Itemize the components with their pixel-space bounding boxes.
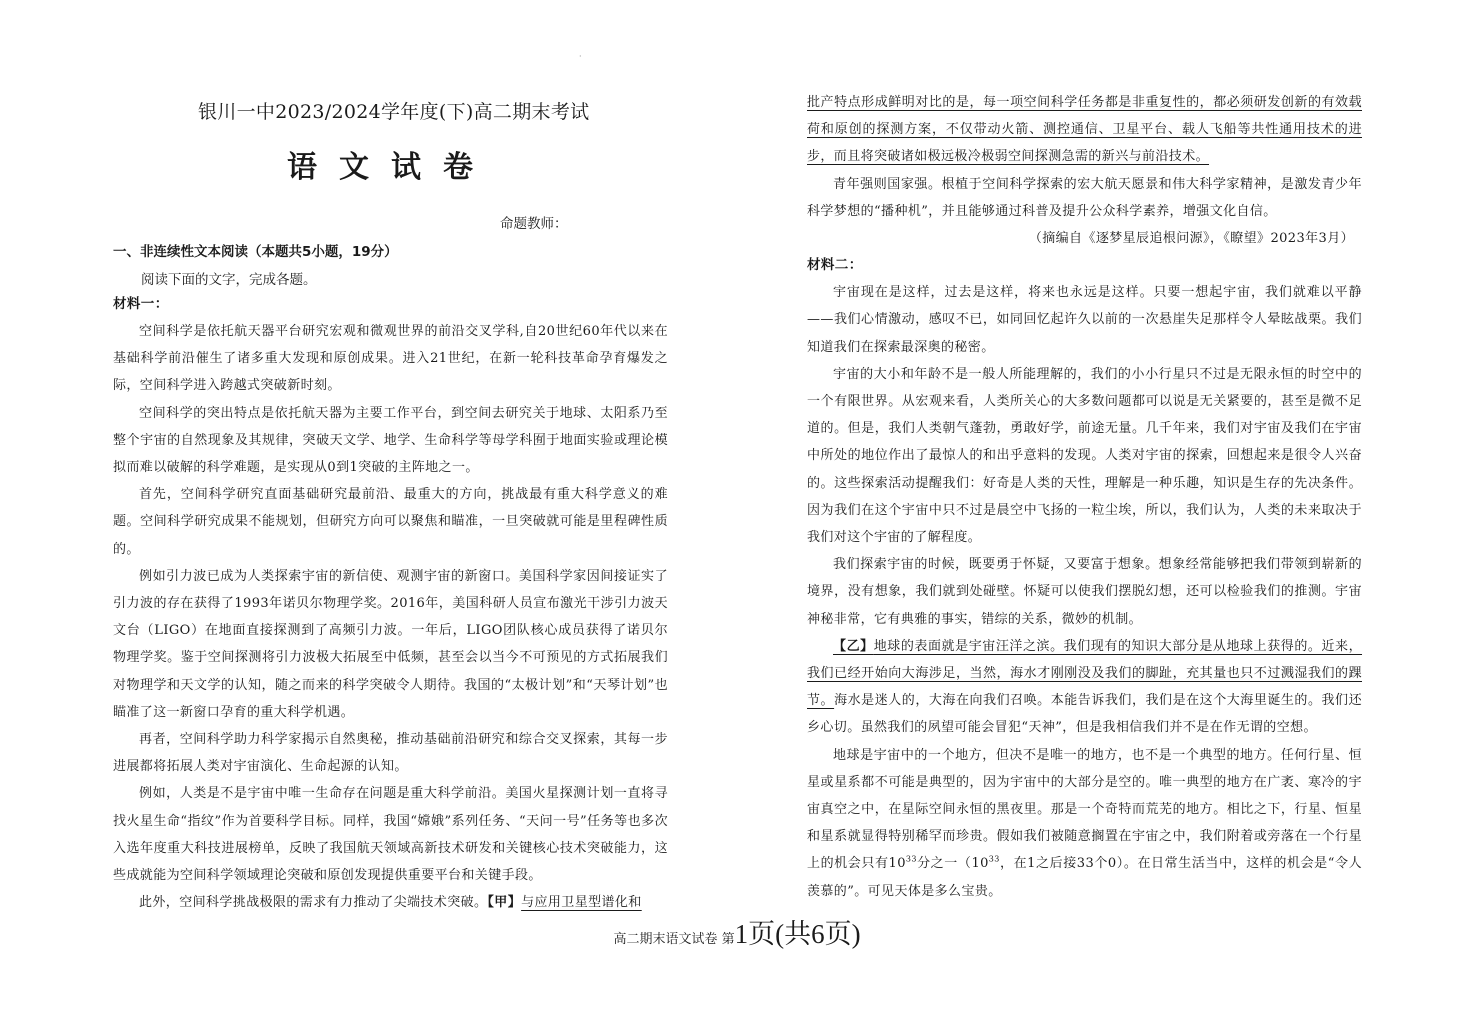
source-citation: （摘编自《逐梦星辰追根问源》，《瞭望》2023年3月）: [1028, 231, 1354, 247]
exponent: 33: [905, 855, 917, 865]
material2-paragraph: 宇宙现在是这样，过去是这样，将来也永远是这样。只要一想起宇宙，我们就难以平静——我们心情激动，感叹不已，如同回忆起许久以前的一次悬崖失足那样令人晕眩战栗。我们知道我们在探索最深奥的秘密。: [807, 285, 1362, 355]
paragraph-text: 地球是宇宙中的一个地方，但决不是唯一的地方，也不是一个典型的地方。任何行星、恒星或星系都不可能是典型的，因为宇宙中的大部分是空的。唯一典型的地方在广袤、寒冷的宇宙真空之中，在星际空间永恒的黑夜里。那是一个奇特而荒芜的地方。相比之下，行星、恒星和星系就显得特别稀罕而珍贵。假如我们被随意搁置在宇宙之中，我们附着或旁落在一个行星上的机会只有10: [807, 747, 1362, 872]
underlined-passage-jia-cont: 批产特点形成鲜明对比的是，每一项空间科学任务都是非重复性的，都必须研发创新的有效载荷和原创的探测方案，不仅带动火箭、测控通信、卫星平台、载人飞船等共性通用技术的进步，而且将突破诸如极远极冷极弱空间探测急需的新兴与前沿技术。: [807, 95, 1362, 165]
footer-label: 高二期末语文试卷 第: [613, 932, 735, 947]
marker-jia: 【甲】: [487, 895, 522, 911]
paragraph-text: 分之一（10: [916, 856, 989, 872]
continued-paragraph: [807, 89, 1362, 171]
material1-paragraph: 首先，空间科学研究直面基础研究最前沿、最重大的方向，挑战最有重大科学意义的难题。空间科学研究成果不能规划，但研究方向可以聚焦和瞄准，一旦突破就可能是里程碑性质的。: [113, 487, 668, 557]
material1-paragraph: 例如，人类是不是宇宙中唯一生命存在问题是重大科学前沿。美国火星探测计划一直将寻找火星生命“指纹”作为首要科学目标。同样，我国“嫦娥”系列任务、“天问一号”任务等也多次入选年度重大科技进展榜单，反映了我国航天领域高新技术研发和关键核心技术突破能力，这些成就能为空间科学领域理论突破和原创发现提供重要平台和关键手段。: [113, 786, 668, 884]
material1-paragraph: 青年强则国家强。根植于空间科学探索的宏大航天愿景和伟大科学家精神，是激发青少年科学梦想的“播种机”，并且能够通过科普及提升公众科学素养，增强文化自信。: [807, 176, 1362, 219]
exam-title: 银川一中2023/2024学年度(下)高二期末考试: [198, 101, 590, 123]
underlined-passage-yi: 地球的表面就是宇宙汪洋之滨。我们现有的知识大部分是从地球上获得的。近来，我们已经开始向大海涉足，当然，海水才刚刚没及我们的脚趾，充其量也只不过溅湿我们的踝节。: [807, 638, 1363, 709]
material2-paragraph: [807, 633, 1362, 742]
left-column: [113, 291, 668, 916]
page-footer: [0, 912, 1474, 951]
exponent: 33: [988, 855, 1000, 865]
material1-paragraph: 例如引力波已成为人类探索宇宙的新信使、观测宇宙的新窗口。美国科学家因间接证实了引力波的存在获得了1993年诺贝尔物理学奖。2016年，美国科研人员宣布激光干涉引力波天文台（LIGO）在地面直接探测到了高频引力波。一年后，LIGO团队核心成员获得了诺贝尔物理学奖。鉴于空间探测将引力波极大拓展至中低频，甚至会以当今不可预见的方式拓展我们对物理学和天文学的认知，随之而来的科学突破令人期待。我国的“太极计划”和“天琴计划”也瞄准了这一新窗口孕育的重大科学机遇。: [113, 568, 668, 720]
page-number: 1页(共6页): [734, 919, 861, 949]
material2-label: 材料二：: [807, 257, 863, 274]
material1-label: 材料一：: [113, 296, 169, 312]
material1-paragraph: 空间科学的突出特点是依托航天器为主要工作平台，到空间去研究关于地球、太阳系乃至整个宇宙的自然现象及其规律，突破天文学、地学、生命科学等母学科囿于地面实验或理论模拟而难以破解的科学难题，是实现从0到1突破的主阵地之一。: [113, 405, 668, 476]
underlined-passage-jia: 与应用卫星型谱化和: [521, 895, 642, 911]
subject-title: 语文试卷: [287, 150, 495, 185]
material2-paragraph: 宇宙的大小和年龄不是一般人所能理解的，我们的小小行星只不过是无限永恒的时空中的一个有限世界。从宏观来看，人类所关心的大多数问题都可以说是无关紧要的，甚至是微不足道的。但是，我们人类朝气蓬勃，勇敢好学，前途无量。几千年来，我们对宇宙及我们在宇宙中所处的地位作出了最惊人的和出乎意料的发现。人类对宇宙的探索，回想起来是很令人兴奋的。这些探索活动提醒我们：好奇是人类的天性，理解是一种乐趣，知识是生存的先决条件。因为我们在这个宇宙中只不过是晨空中飞扬的一粒尘埃，所以，我们认为，人类的未来取决于我们对这个宇宙的了解程度。: [807, 366, 1362, 546]
material2-paragraph: 我们探索宇宙的时候，既要勇于怀疑，又要富于想象。想象经常能够把我们带领到崭新的境界，没有想象，我们就到处碰壁。怀疑可以使我们摆脱幻想，还可以检验我们的推测。宇宙神秘非常，它有典雅的事实，错综的关系，微妙的机制。: [807, 557, 1362, 627]
paragraph-text: 海水是迷人的，大海在向我们召唤。本能告诉我们，我们是在这个大海里诞生的。我们还乡心切。虽然我们的夙望可能会冒犯“天神”，但是我相信我们并不是在作无谓的空想。: [807, 693, 1362, 736]
paragraph-text: ，在1之后接33个0）。在日常生活当中，这样的机会是“令人羡慕的”。可见天体是多么宝贵。: [807, 856, 1362, 899]
material1-paragraph: 再者，空间科学助力科学家揭示自然奥秘，推动基础前沿研究和综合交叉探索，其每一步进展都将拓展人类对宇宙演化、生命起源的认知。: [113, 732, 668, 775]
marker-yi: 【乙】: [833, 638, 874, 654]
teacher-label: 命题教师：: [500, 216, 568, 232]
material1-paragraph: 空间科学是依托航天器平台研究宏观和微观世界的前沿交叉学科,自20世纪60年代以来在基础科学前沿催生了诸多重大发现和原创成果。进入21世纪，在新一轮科技革命孕育爆发之际，空间科学进入跨越式突破新时刻。: [113, 324, 668, 394]
scan-dot: ·: [579, 52, 582, 61]
section-title: 一、非连续性文本阅读（本题共5小题，19分）: [113, 244, 398, 260]
material2-paragraph: [807, 742, 1362, 905]
paragraph-text: 此外，空间科学挑战极限的需求有力推动了尖端技术突破。: [139, 895, 488, 911]
right-column: [807, 89, 1362, 905]
instruction: 阅读下面的文字，完成各题。: [141, 272, 317, 288]
